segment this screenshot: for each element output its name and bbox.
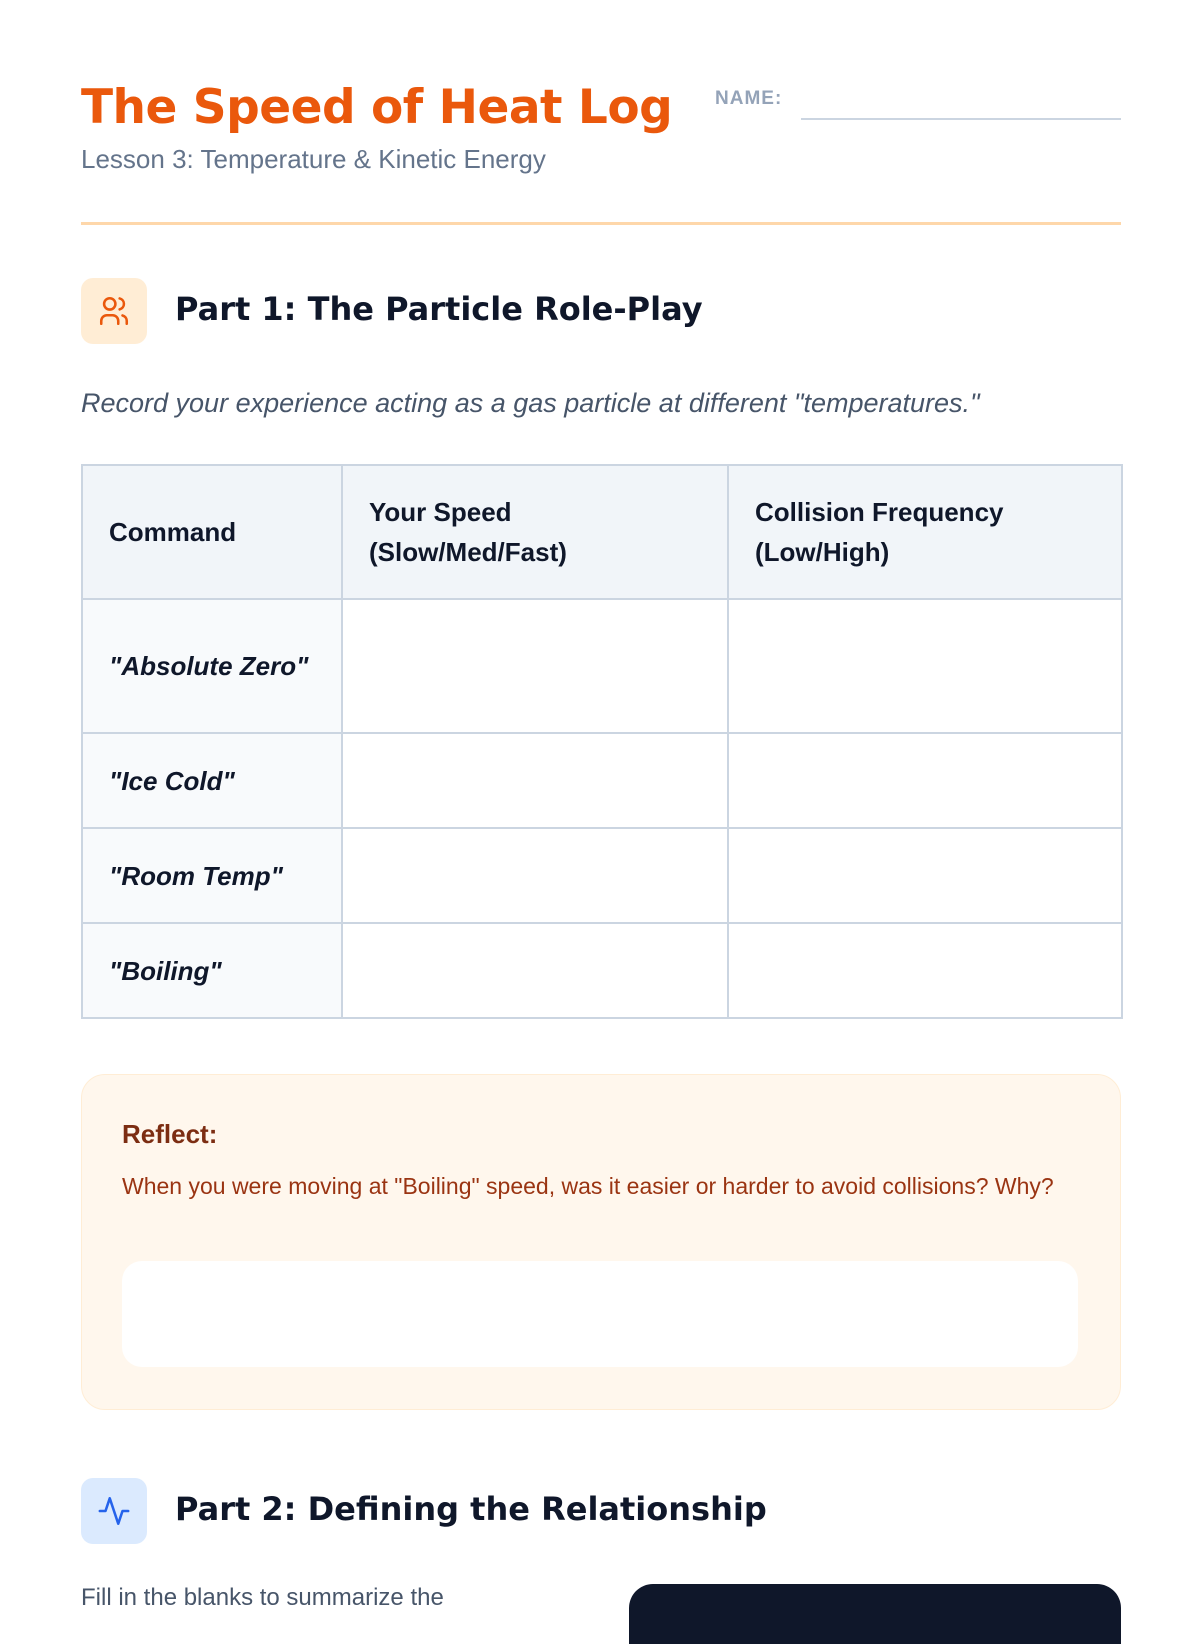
collision-answer-cell[interactable] xyxy=(728,923,1122,1018)
speed-answer-cell[interactable] xyxy=(342,599,728,733)
table-row xyxy=(82,599,1122,733)
table-header-row xyxy=(82,465,1122,599)
part2-section-header xyxy=(81,1478,1121,1544)
column-header-command: Command xyxy=(82,465,342,599)
name-label: NAME: xyxy=(715,88,783,109)
lesson-subtitle: Lesson 3: Temperature & Kinetic Energy xyxy=(81,144,546,174)
role-play-table xyxy=(81,464,1123,1019)
reflect-answer-field[interactable] xyxy=(122,1261,1078,1367)
command-cell: "Room Temp" xyxy=(82,828,342,923)
collision-answer-cell[interactable] xyxy=(728,733,1122,828)
table-row xyxy=(82,733,1122,828)
page-title: The Speed of Heat Log xyxy=(81,80,673,135)
table-row xyxy=(82,828,1122,923)
speed-answer-cell[interactable] xyxy=(342,828,728,923)
speed-answer-cell[interactable] xyxy=(342,923,728,1018)
worksheet-header xyxy=(81,76,1121,225)
part1-icon-box xyxy=(81,278,147,344)
activity-pulse-icon xyxy=(97,1494,131,1528)
command-cell: "Ice Cold" xyxy=(82,733,342,828)
users-icon xyxy=(97,294,131,328)
part1-section-header xyxy=(81,278,1121,344)
speed-answer-cell[interactable] xyxy=(342,733,728,828)
name-field-line[interactable] xyxy=(801,118,1121,120)
reflect-box xyxy=(81,1074,1121,1410)
part2-icon-box xyxy=(81,1478,147,1544)
part2-dark-card xyxy=(629,1584,1121,1644)
reflect-question: When you were moving at "Boiling" speed, was it easier or harder to avoid collisions? Why? xyxy=(122,1173,1054,1199)
table-row xyxy=(82,923,1122,1018)
part2-intro-text: Fill in the blanks to summarize the xyxy=(81,1584,444,1611)
part1-instructions: Record your experience acting as a gas particle at different "temperatures." xyxy=(81,388,980,418)
collision-answer-cell[interactable] xyxy=(728,828,1122,923)
part2-title: Part 2: Defining the Relationship xyxy=(175,1490,767,1528)
collision-answer-cell[interactable] xyxy=(728,599,1122,733)
part1-title: Part 1: The Particle Role-Play xyxy=(175,290,703,328)
column-header-collision: Collision Frequency (Low/High) xyxy=(728,465,1122,599)
command-cell: "Boiling" xyxy=(82,923,342,1018)
column-header-speed: Your Speed (Slow/Med/Fast) xyxy=(342,465,728,599)
command-cell: "Absolute Zero" xyxy=(82,599,342,733)
reflect-label: Reflect: xyxy=(122,1119,218,1149)
worksheet-page xyxy=(81,0,1121,1611)
